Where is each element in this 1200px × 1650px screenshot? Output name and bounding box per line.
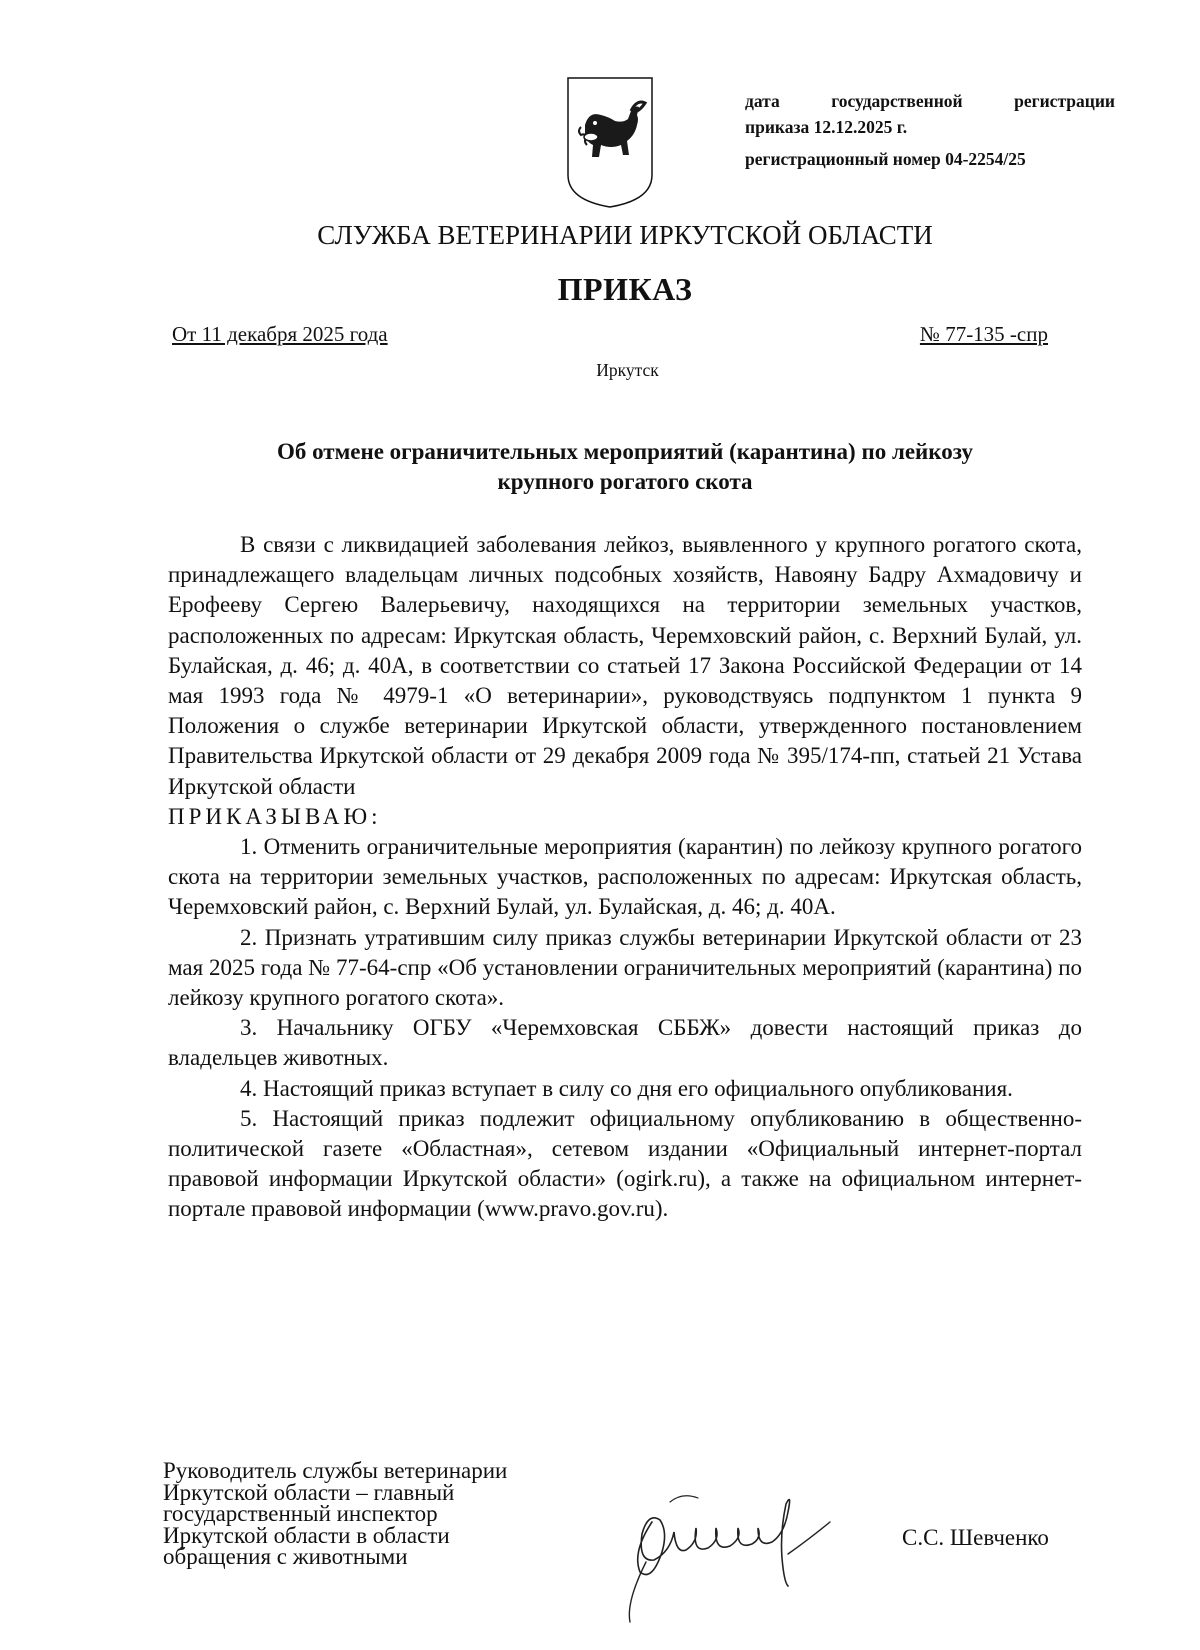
registration-line: приказа 12.12.2025 г. <box>745 117 908 137</box>
order-item: 3. Начальнику ОГБУ «Черемховская СББЖ» довести настоящий приказ до владельцев животных. <box>168 1015 1082 1071</box>
document-heading <box>160 437 1090 497</box>
registration-number: регистрационный номер 04-2254/25 <box>745 149 1026 169</box>
order-item: 5. Настоящий приказ подлежит официальному опубликованию в общественно-политической газете «Областная», сетевом издании «Официальный интернет-портал правовой информации Иркутской области» (ogirk.ru), а также на официальном интернет-портале правовой информации (www.pravo.gov.ru). <box>168 1105 1082 1222</box>
heading-line: Об отмене ограничительных мероприятий (карантина) по лейкозу <box>276 439 974 464</box>
signer-position-line: Иркутской области в области <box>163 1522 450 1548</box>
signer-name: С.С. Шевченко <box>902 1525 1049 1550</box>
preamble-paragraph: В связи с ликвидацией заболевания лейкоз, выявленного у крупного рогатого скота, принадлежащего владельцам личных подсобных хозяйств, Навояну Бадру Ахмадовичу и Ерофееву Сергею Валерьевичу, находящихся на территории земельных участков, расположенных по адресам: Иркутская область, Черемховский район, с. Верхний Булай, ул. Булайская, д. 46; д. 40А, в соответствии со статьей 17 Закона Российской Федерации от 14 мая 1993 года № 4979-1 «О ветеринарии», руководствуясь подпунктом 1 пункта 9 Положения о службе ветеринарии Иркутской области, утвержденного постановлением Правительства Иркутской области от 29 декабря 2009 года № 395/174-пп, статьей 21 Устава Иркутской области <box>168 532 1082 799</box>
signer-position-line: государственный инспектор <box>163 1501 438 1526</box>
signer-position-line: обращения с животными <box>163 1544 408 1569</box>
order-word: ПРИКАЗЫВАЮ: <box>168 803 382 829</box>
order-item: 1. Отменить ограничительные мероприятия (карантин) по лейкозу крупного рогатого скота на территории земельных участков, расположенных по адресам: Иркутская область, Черемховский район, с. Верхний Булай, ул. Булайская, д. 46; д. 40А. <box>168 834 1082 920</box>
document-date: От 11 декабря 2025 года <box>172 322 388 346</box>
coat-of-arms-icon <box>565 75 655 210</box>
signer-position <box>163 1460 603 1568</box>
registration-line: дата государственной регистрации <box>745 91 1115 111</box>
document-type: ПРИКАЗ <box>557 271 693 307</box>
signer-position-line: Руководитель службы ветеринарии <box>163 1458 508 1483</box>
heading-line: крупного рогатого скота <box>497 469 753 494</box>
document-body <box>168 530 1082 1225</box>
document-city: Иркутск <box>596 360 659 380</box>
agency-name: СЛУЖБА ВЕТЕРИНАРИИ ИРКУТСКОЙ ОБЛАСТИ <box>317 220 933 250</box>
document-number: № 77-135 -спр <box>919 322 1048 346</box>
order-item: 2. Признать утратившим силу приказ службы ветеринарии Иркутской области от 23 мая 2025 года № 77-64-спр «Об установлении ограничительных мероприятий (карантина) по лейкозу крупного рогатого скота». <box>168 924 1082 1011</box>
handwritten-signature <box>612 1462 862 1627</box>
registration-stamp <box>745 88 1115 172</box>
order-item: 4. Настоящий приказ вступает в силу со дня его официального опубликования. <box>240 1075 1013 1101</box>
signer-position-line: Иркутской области – главный <box>163 1479 455 1505</box>
